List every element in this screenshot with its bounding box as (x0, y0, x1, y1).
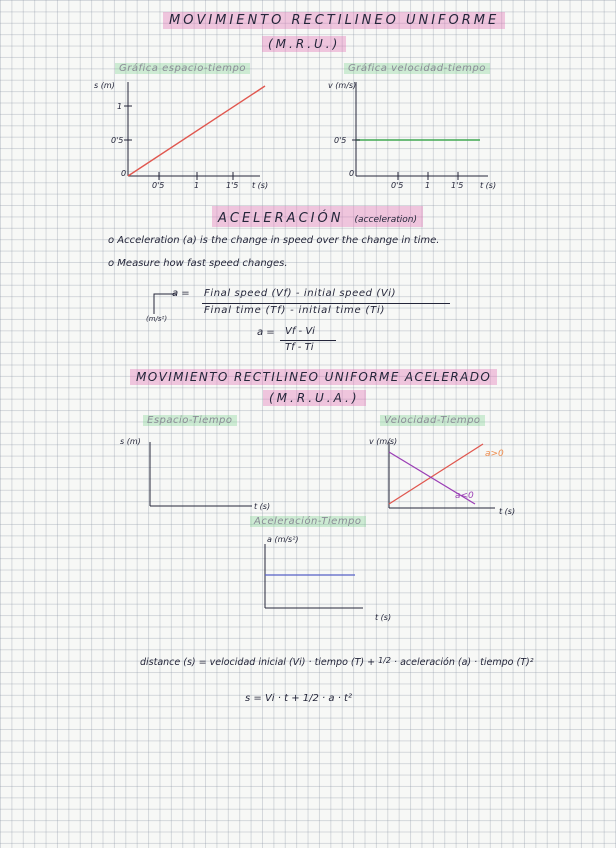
formula-unit: (m/s²) (146, 315, 168, 323)
graph1-y-label: s (m) (94, 81, 115, 90)
graph1-xtick: 0'5 (152, 181, 165, 190)
mrua-accel-y-label: a (m/s²) (267, 535, 299, 544)
mrua-velocity-pos-label: a>0 (485, 449, 504, 459)
formula2-prefix: a = (257, 327, 275, 338)
graph2-xtick: 0'5 (391, 181, 404, 190)
distance-formula (140, 656, 534, 668)
graph2-xtick: 1 (425, 181, 431, 190)
graph2-ytick: 0 (349, 169, 355, 178)
mrua-velocity-neg-label: a<0 (455, 491, 474, 501)
formula2-fraction-line (280, 340, 336, 341)
graph2-xtick: 1'5 (451, 181, 464, 190)
mrua-space-time-title: Espacio-Tiempo (143, 415, 237, 426)
graph2-ytick: 0'5 (334, 136, 347, 145)
distance-formula-short: s = Vi · t + 1/2 · a · t² (245, 693, 352, 704)
mrua-accel-x-label: t (s) (375, 613, 392, 622)
graph1-ytick: 0'5 (111, 136, 124, 145)
graph1-line (128, 86, 265, 176)
formula-denominator: Final time (Tf) - initial time (Ti) (204, 305, 386, 316)
graph2-x-label: t (s) (480, 181, 497, 190)
formula-numerator: Final speed (Vf) - initial speed (Vi) (204, 288, 397, 299)
acceleration-bullet-1: o Acceleration (a) is the change in speed over the change in time. (108, 235, 440, 246)
graph-velocity-time (330, 76, 520, 196)
mrua-space-time-graph (120, 430, 300, 516)
formula-fraction-line (202, 303, 450, 304)
mrua-velocity-y-label: v (m/s) (369, 437, 398, 446)
mrua-velocity-time-graph (365, 430, 525, 520)
formula2-numerator: Vf - Vi (285, 326, 315, 337)
graph1-ytick: 1 (117, 102, 123, 111)
mrua-accel-time-title: Aceleración-Tiempo (250, 516, 366, 527)
distance-formula-half: 1/2 (378, 656, 391, 665)
mrua-accel-time-graph (255, 530, 392, 626)
graph1-xtick: 1 (194, 181, 200, 190)
acceleration-heading-text: ACELERACIÓN (218, 211, 344, 226)
page-subtitle: (M.R.U.) (262, 36, 346, 52)
graph1-ytick: 0 (121, 169, 127, 178)
distance-formula-part1: distance (s) = velocidad inicial (Vi) · tiempo (T) + (140, 657, 379, 668)
distance-formula-part2: · aceleración (a) · tiempo (T)² (394, 657, 534, 668)
graph1-x-label: t (s) (252, 181, 269, 190)
graph-space-time-title: Gráfica espacio-tiempo (115, 63, 250, 74)
acceleration-heading-translation: (acceleration) (354, 215, 417, 225)
mrua-space-y-label: s (m) (120, 437, 141, 446)
graph2-y-label: v (m/s) (328, 81, 357, 90)
graph1-xtick: 1'5 (226, 181, 239, 190)
acceleration-heading (212, 206, 423, 227)
mrua-subtitle: (M.R.U.A.) (263, 390, 366, 406)
mrua-space-x-label: t (s) (254, 502, 271, 511)
mrua-title: MOVIMIENTO RECTILINEO UNIFORME ACELERADO (130, 369, 497, 385)
formula2-denominator: Tf - Ti (285, 342, 314, 353)
graph-space-time (94, 76, 290, 196)
mrua-velocity-x-label: t (s) (499, 507, 516, 516)
acceleration-bullet-2: o Measure how fast speed changes. (108, 258, 288, 269)
graph-velocity-time-title: Gráfica velocidad-tiempo (344, 63, 490, 74)
formula-prefix: a = (172, 288, 190, 299)
mrua-velocity-time-title: Velocidad-Tiempo (380, 415, 485, 426)
page-title: MOVIMIENTO RECTILINEO UNIFORME (163, 12, 505, 29)
